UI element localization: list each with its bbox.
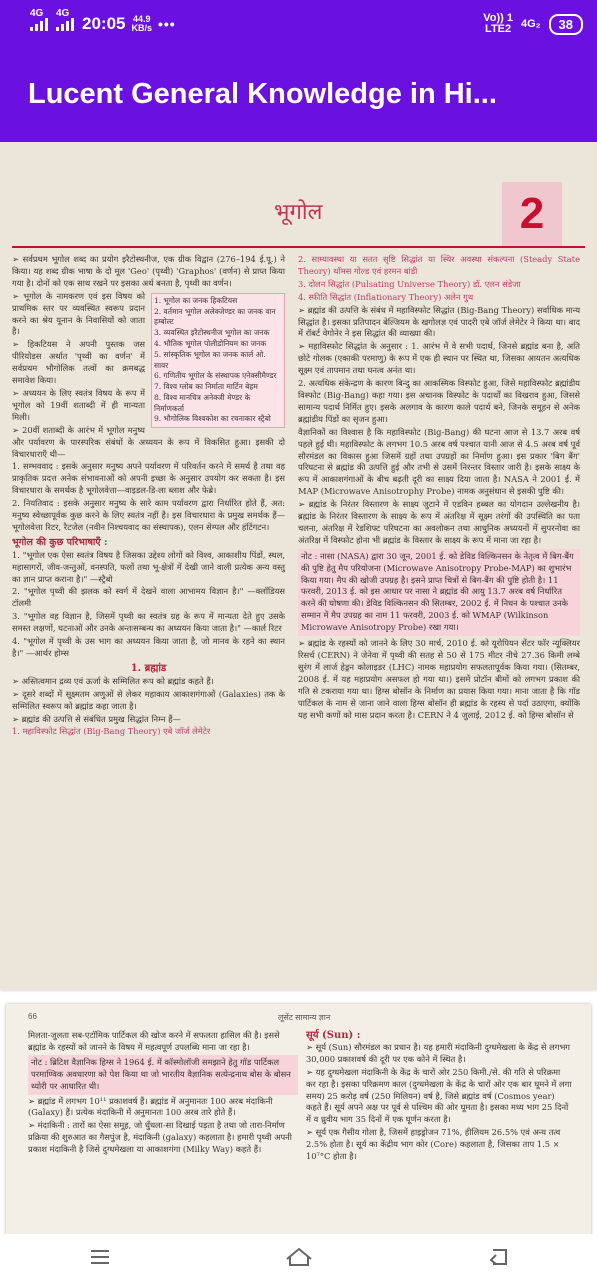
- battery-icon: [549, 14, 583, 35]
- definition: 4. "भूगोल में पृथ्वी के उस भाग का अध्ययन किया जाता है, जो मानव के रहने का स्थान है।" —आर्थर होम्स: [12, 636, 285, 658]
- note-box: नोट : नासा (NASA) द्वारा 30 जून, 2001 ई. को डेविड विल्किनसन के नेतृत्व में बिग-बैंग की पुष्टि हेतु मैप परियोजना (Microwave Anisotropy Probe-MAP) का शुभारंभ किया गया। मैप की खोजी उपग्रह है। इसने प्राप्त चित्रों से बिग-बैंग की पुष्टि होती है। 11 फरवरी, 2013 ई. को इस आधार पर नासा ने ब्रह्मांड की आयु 13.7 अरब वर्ष निर्धारित करने की घोषणा की। डेविड विल्किनसन की सितम्बर, 2002 ई. में निधन के पश्चात उनके सम्मान में मैप उपग्रह का नाम 11 फरवरी, 2003 ई. को WMAP (Wilkinson Microwave Anisotropy Probe) रखा गया।: [298, 549, 580, 636]
- ref-row: 9. भौगोलिक विश्वकोश का रचनाकार स्ट्रैबो: [154, 414, 271, 424]
- status-left: [30, 8, 176, 34]
- numbered-point: 1. सम्भववाद : इसके अनुसार मनुष्य अपने पर्यावरण में परिवर्तन करने में समर्थ है तथा वह प्राकृतिक प्रदत्त अनेक संभावनाओं को अपनी इच्छा के अनुसार उपयोग कर सकता है। इस विचारधारा के समर्थक है भूगोलवेत्ता—वाइडल-डि-ला ब्लाश और फेब्रे।: [12, 461, 285, 496]
- paragraph: ➢ हिकटियस ने अपनी पुस्तक जस पीरियोडस अर्थात 'पृथ्वी का वर्णन' में सर्वप्रथम भौगोलिक तत्वों का क्रमबद्ध समावेश किया।: [12, 339, 145, 386]
- ref-row: 8. विश्व मानचित्र अनेक्जी मेण्डर के निर्माणकर्ता: [154, 392, 251, 413]
- paragraph: ➢ सर्वप्रथम भूगोल शब्द का प्रयोग इरैटोस्थनीज, एक ग्रीक विद्वान (276–194 ई.पू.) ने किया। यह शब्द ग्रीक भाषा के दो मूल 'Geo' (पृथ्वी) 'Graphos' (वर्णन) से प्राप्त किया गया है। दोनों को एक साथ रखने पर इसका अर्थ बनता है, पृथ्वी का वर्णन।: [12, 254, 285, 288]
- paragraph: 2. साम्यावस्था या सतत सृष्टि सिद्धांत या स्थिर अवस्था संकल्पना (Steady State Theory) थॉमस गोल्ड एवं हरमन बांडी: [298, 254, 580, 276]
- paragraph: ➢ सूर्य (Sun) सौरमंडल का प्रधान है। यह हमारी मंदाकिनी दुग्धमेखला के केंद्र से लगभग 30,000 प्रकाशवर्ष की दूरी पर एक कोने में स्थित है।: [306, 1041, 570, 1064]
- chapter-number: 2: [502, 182, 562, 246]
- ref-row: 4. भौतिक भूगोल पोलीडोनियम का जनक: [154, 338, 267, 348]
- page1-left-column: [12, 254, 285, 739]
- clock: 20:05: [82, 14, 126, 33]
- page-number: 66: [28, 1012, 37, 1021]
- paragraph: ➢ महाविस्फोट सिद्धांत के अनुसार : 1. आरंभ में वे सभी पदार्थ, जिनसे ब्रह्मांड बना है, अति छोटे गोलक (एकाकी परमाणु) के रूप में एक ही स्थान पर स्थित था, जिसका आयतन अत्यधिक सूक्ष्म एवं तापमान तथा घनत्व अनंत था।: [298, 341, 580, 376]
- definitions-heading: भूगोल की कुछ परिभाषाएँ :: [12, 536, 108, 548]
- definition: 2. "भूगोल पृथ्वी की झलक को स्वर्ग में देखने वाला आभामय विज्ञान है।" —क्लॉडियस टॉलमी: [12, 586, 285, 609]
- signal-icon: [30, 8, 48, 31]
- paragraph: 2. अत्यधिक संकेन्द्रण के कारण बिन्दु का आकस्मिक विस्फोट हुआ, जिसे महाविस्फोट ब्रह्मांडीय विस्फोट (Big-Bang) कहा गया। इस अचानक विस्फोट के पदार्थों का विखराव हुआ, जिससे सामान्य पदार्थ निर्मित हुए। इसके अलगाव के कारण काले पदार्थ बने, जिनके समूहन से अनेक ब्रह्मांडीय पिंडों का सृजन हुआ।: [298, 378, 580, 424]
- book-title: लूसेंट सामान्य ज्ञान: [278, 1013, 331, 1022]
- status-right: [483, 13, 583, 35]
- navigation-bar: [0, 1234, 597, 1280]
- volte-indicator: [483, 13, 513, 35]
- chapter-header: [0, 182, 597, 242]
- more-notifications-icon: •••: [158, 16, 176, 32]
- status-bar: [0, 0, 597, 48]
- data-indicator: 4G₂: [520, 18, 541, 30]
- volte-label: Vo)) 1: [483, 12, 513, 24]
- network-speed: [131, 15, 152, 33]
- paragraph: ➢ ब्रह्मांड में लगभग 10¹¹ प्रकाशवर्ष हैं। ब्रह्मांड में अनुमानतः 100 अरब मंदाकिनी (Galaxy) हैं। प्रत्येक मंदाकिनी में अनुमानतः 100 अरब तारे होते हैं।: [28, 1095, 273, 1118]
- signal-icon-2: [56, 8, 74, 31]
- book-page-1: [0, 142, 597, 990]
- ref-row: 5. सांस्कृतिक भूगोल का जनक कार्ल ओ. सावर: [154, 349, 266, 370]
- paragraph: ➢ अध्ययन के लिए स्वतंत्र विषय के रूप में भूगोल को 19वीं शताब्दी में ही मान्यता मिली।: [12, 387, 145, 422]
- network-type: 4G: [30, 8, 44, 19]
- section-heading-universe: 1. ब्रह्मांड: [130, 662, 167, 674]
- book-page-2: [6, 1004, 591, 1234]
- paragraph: ➢ ब्रह्मांड की उत्पत्ति से संबंधित प्रमुख सिद्धांत निम्न हैं—: [12, 713, 181, 724]
- definition: 3. "भूगोल वह विज्ञान है, जिसमें पृथ्वी का स्वतंत्र ग्रह के रूप में मान्यता देते हुए उसके समस्त लक्षणों, घटनाओं और उनके अन्तःसम्बन्ध का अध्ययन किया जाता है।" —कार्ल रिटर: [12, 611, 285, 634]
- paragraph: ➢ दूसरे शब्दों में सूक्ष्मतम अणुओं से लेकर महाकाय आकाशगंगाओं (Galaxies) तक के सम्मिलित स्वरूप को ब्रह्मांड कहा जाता है।: [12, 688, 285, 711]
- battery-level: 38: [558, 16, 573, 32]
- document-viewer[interactable]: [0, 142, 597, 1234]
- ref-row: 1. भूगोल का जनक हिकटियस: [154, 295, 238, 305]
- paragraph: ➢ ब्रह्मांड के निरंतर विस्तारण के साक्ष्य जुटाने में एडविन हब्बल का योगदान उल्लेखनीय है। ब्रह्मांड के निरंतर विस्तारण के साक्ष्य के रूप में अंतरिक्ष में सूक्ष्म तरंगों की उपस्थिति का पता चलना, अंतरिक्ष में रेडशिफ्ट परिघटना का अवलोकन तथा आधुनिक अध्ययनों में सुपरनोवा का अंतरिक्ष में विस्फोट होना भी ब्रह्मांड के विस्तार के साक्ष्य के रूप में माना जा रहा है।: [298, 499, 580, 545]
- section-heading-sun: सूर्य (Sun) :: [306, 1030, 361, 1041]
- paragraph: ➢ अस्तित्वमान द्रव्य एवं ऊर्जा के सम्मिलित रूप को ब्रह्मांड कहते हैं।: [12, 675, 214, 686]
- paragraph: ➢ ब्रह्मांड के रहस्यों को जानने के लिए 30 मार्च, 2010 ई. को यूरोपियन सेंटर फॉर न्यूक्लियर रिसर्च (CERN) ने जेनेवा में पृथ्वी की सतह से 50 से 175 मीटर नीचे 27.36 किमी लम्बे सुरंग में लार्ज हेड्रन कोलाइडर (LHC) नामक महाप्रयोग सफलतापूर्वक किया गया। (सितम्बर, 2008 ई. में यह महाप्रयोग असफल हो गया था।) इसमें प्रोटॉन बीमों को लगभग प्रकाश की गति से टकराया गया था। हिग्स बोसॉन के निर्माण का प्रयास किया गया। माना जाता है कि गॉड पार्टिकल के नाम से जाना जाने वाला हिग्स बोसॉन ही ब्रह्मांड के रहस्य से पर्दा उठाएगा, क्योंकि यह सभी कणों को मास प्रदान करता है। CERN ने 4 जुलाई, 2012 ई. को हिग्स बोसॉन से: [298, 638, 580, 720]
- definition: 1. "भूगोल एक ऐसा स्वतंत्र विषय है जिसका उद्देश्य लोगों को विश्व, आकाशीय पिंडों, स्थल, महासागरों, जीव-जन्तुओं, वनस्पति, फलों तथा भू-क्षेत्रों में देखी जाने वाली प्रत्येक अन्य वस्तु का ज्ञान प्राप्त कराना है।" —स्ट्रैबो: [12, 549, 285, 584]
- network-type-2: 4G: [56, 8, 70, 19]
- paragraph: ➢ सूर्य एक गैसीय गोला है, जिसमें हाइड्रोजन 71%, हीलियम 26.5% एवं अन्य तत्व 2.5% होता है। सूर्य का केंद्रीय भाग कोर (Core) कहलाता है, जिसका ताप 1.5 × 10⁷°C होता है।: [306, 1127, 561, 1162]
- paragraph: मिलता-जुलता सब-एटॉमिक पार्टिकल की खोज करने में सफलता हासिल की है। इससे ब्रह्मांड के रहस्यों को जानने के विषय में महत्वपूर्ण उपलब्धि माना जा रहा है।: [28, 1030, 280, 1052]
- chapter-divider: [12, 246, 585, 248]
- paragraph: वैज्ञानिकों का विश्वास है कि महाविस्फोट (Big-Bang) की घटना आज से 13.7 अरब वर्ष पहले हुई थी। महाविस्फोट के लगभग 10.5 अरब वर्ष पश्चात यानी आज से 4.5 अरब वर्ष पूर्व सौरमंडल का विकास हुआ जिसमें ग्रहों तथा उपग्रहों का निर्माण हुआ। इस प्रकार 'बिग बैंग' परिघटना से ब्रह्मांड की उत्पत्ति हुई और तभी से उसमें निरन्तर विस्तार जारी है। इसके साक्ष्य के रूप में आकाशगंगाओं के बीच बढ़ती दूरी का साक्ष्य दिया जाता है। NASA ने 2001 ई. में MAP (Microwave Anisotrophy Probe) नामक अनुसंधान से इसकी पुष्टि की।: [298, 426, 580, 497]
- page1-right-column: [298, 254, 580, 722]
- paragraph: ➢ भूगोल के नामकरण एवं इस विषय को प्राथमिक स्तर पर व्यवस्थित स्वरूप प्रदान करने का श्रेय यूनान के निवासियों को जाता है।: [12, 290, 145, 337]
- app-title: Lucent General Knowledge in Hi...: [28, 78, 497, 110]
- ref-row: 6. गणितीय भूगोल के संस्थापक एनेक्सीमैण्डर: [154, 371, 277, 381]
- speed-value: 44.9: [132, 14, 151, 24]
- chapter-title: भूगोल: [274, 200, 323, 225]
- speed-unit: KB/s: [131, 23, 152, 33]
- paragraph: 4. स्फीति सिद्धांत (Inflationary Theory) अलेन गुथ: [298, 291, 474, 302]
- back-icon[interactable]: [468, 1237, 528, 1277]
- lte-label: LTE2: [485, 23, 512, 35]
- paragraph: ➢ ब्रह्मांड की उत्पत्ति के संबंध में महाविस्फोट सिद्धांत (Big-Bang Theory) सर्वाधिक मान्य सिद्धांत है। इसका प्रतिपादन बेल्जियम के खगोलज्ञ एवं पादरी एबे जॉर्ज लेमेटेर ने किया था। बाद में रॉबर्ट वेगोनेर ने इस सिद्धांत की व्याख्या की।: [298, 304, 580, 339]
- ref-row: 2. वर्तमान भूगोल अलेक्जेण्डर का जनक वान हम्बोल्ट: [154, 306, 276, 327]
- page2-left-column: [28, 1030, 298, 1157]
- reference-table: [151, 293, 285, 429]
- ref-row: 3. व्यवस्थित इरैटोस्थनीज भूगोल का जनक: [154, 328, 270, 338]
- paragraph: ➢ 20वीं शताब्दी के आरंभ में भूगोल मनुष्य और पर्यावरण के पारस्परिक संबंधों के अध्ययन के रूप में विकसित हुआ। इसकी दो विचारधाराएँ थी—: [12, 424, 285, 459]
- numbered-point: 2. नियतिवाद : इसके अनुसार मनुष्य के सारे काम पर्यावरण द्वारा निर्धारित होते हैं, अत: मनुष्य स्वेच्छापूर्वक कुछ करने के लिए स्वतंत्र नहीं है। इस विचारधारा के प्रमुख समर्थक हैं—भूगोलवेत्ता रिटर, रैटजेल (नवीन निश्चयवाद का संस्थापक), एलन सेम्पल और हंटिंगटन।: [12, 498, 285, 532]
- paragraph: ➢ मंदाकिनी : तारों का ऐसा समूह, जो धुँधला-सा दिखाई पड़ता है तथा जो तारा-निर्माण प्रक्रिया की शुरुआत का गैसपुंज है, मंदाकिनी (galaxy) कहलाता है। हमारी पृथ्वी अपनी प्रकाश मंदाकिनी है जिसे दुग्धमेखला या आकाशगंगा (Milky Way) कहते हैं।: [28, 1120, 292, 1155]
- paragraph: 3. दोलन सिद्धांत (Pulsating Universe Theory) डॉ. एलन संडेजा: [298, 278, 521, 289]
- page2-right-column: [306, 1030, 572, 1164]
- recents-icon[interactable]: [70, 1237, 130, 1277]
- ref-row: 7. विश्व ग्लोब का निर्माता मार्टिन बेहम: [154, 382, 258, 392]
- app-bar: [0, 48, 597, 142]
- paragraph: ➢ यह दुग्धमेखला मंदाकिनी के केंद्र के चारों ओर 250 किमी./से. की गति से परिक्रमा कर रहा है। इसका परिक्रमण काल (दुग्धमेखला के केंद्र के चारों ओर एक बार घूमने में लगा समय) 25 करोड़ वर्ष (250 मिलियन) वर्ष है, जिसे ब्रह्मांड वर्ष (Cosmos year) कहते हैं। सूर्य अपने अक्ष पर पूर्व से पश्चिम की ओर घूमता है। इसका मध्य भाग 25 दिनों में व ध्रुवीय भाग 35 दिनों में एक घूर्णन करता है।: [306, 1066, 572, 1125]
- home-icon[interactable]: [269, 1237, 329, 1277]
- note-box: नोट : ब्रिटिश वैज्ञानिक हिग्स ने 1964 ई. में कॉस्मोलॉजी समझाने हेतु गॉड पार्टिकल परमाण्विक अवधारणा को पेश किया था जो भारतीय वैज्ञानिक सत्येन्द्रनाथ बोस के बोसन थ्योरी पर आधारित थी।: [28, 1055, 298, 1095]
- paragraph: 1. महाविस्फोट सिद्धांत (Big-Bang Theory) एबे जॉर्ज लेमेटेर: [12, 726, 211, 737]
